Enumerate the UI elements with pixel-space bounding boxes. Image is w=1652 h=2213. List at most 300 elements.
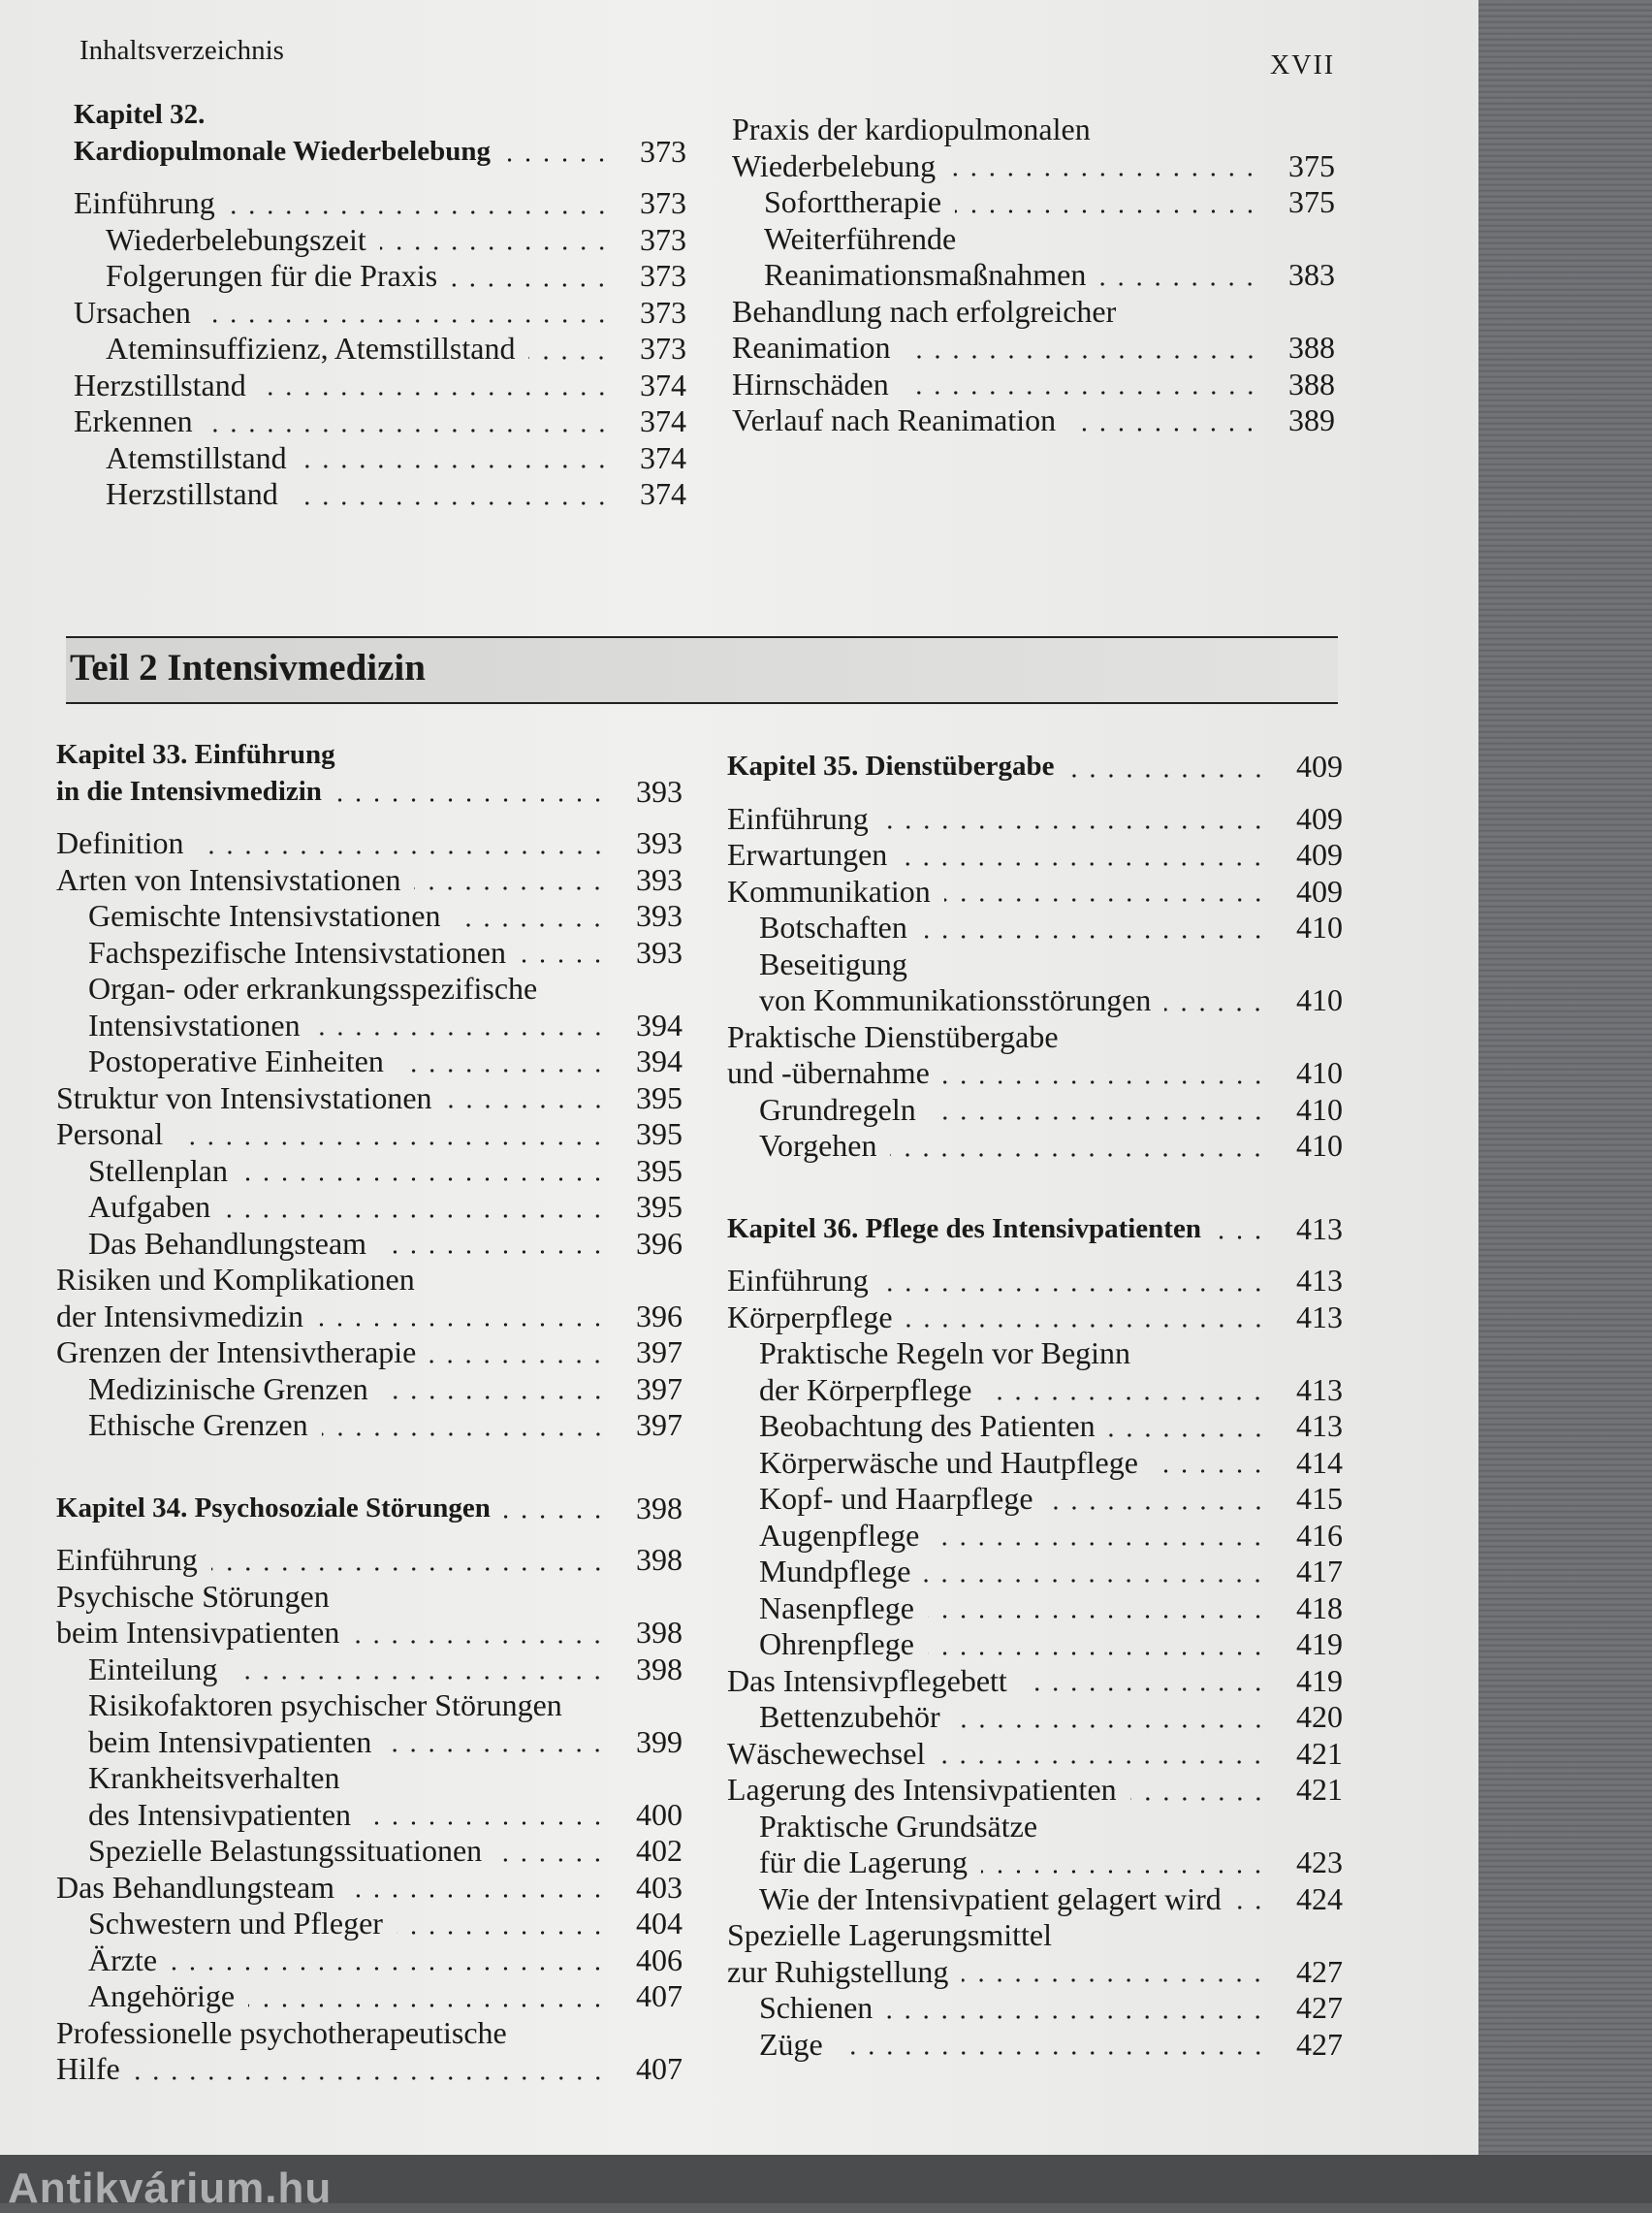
toc-page-number: 409 <box>1296 837 1343 872</box>
toc-entry-title: Einführung <box>727 800 869 836</box>
toc-entry <box>727 1299 1343 1336</box>
toc-entry-title: Züge <box>759 2026 823 2062</box>
toc-entry-title: Einführung <box>74 185 215 220</box>
toc-entry-title: Einteilung <box>88 1651 218 1686</box>
toc-entry-title: Stellenplan <box>88 1152 228 1188</box>
toc-page-number: 421 <box>1296 1735 1343 1771</box>
toc-page-number: 420 <box>1296 1699 1343 1734</box>
toc-entry-title: Intensivstationen <box>88 1007 301 1042</box>
toc-entry <box>56 971 683 1043</box>
leader-dots <box>1099 282 1259 286</box>
toc-page-number: 399 <box>636 1723 683 1759</box>
leader-dots <box>1068 774 1267 778</box>
toc-page-number: 397 <box>636 1407 683 1442</box>
toc-page-number: 373 <box>640 185 686 220</box>
leader-dots <box>1069 428 1259 432</box>
toc-entry-title: Praktische Dienstübergabe <box>727 1018 1059 1054</box>
toc-entry <box>74 258 686 295</box>
toc-entry-title: Grundregeln <box>759 1091 916 1127</box>
leader-dots <box>380 246 611 250</box>
leader-dots <box>520 959 607 963</box>
toc-entry-title: Herzstillstand <box>74 367 246 402</box>
toc-entry-title: Augenpflege <box>759 1517 920 1553</box>
leader-dots <box>901 862 1267 866</box>
leader-dots <box>397 1931 607 1935</box>
toc-entry-title: für die Lagerung <box>759 1844 969 1879</box>
toc-entry-title: Ethische Grenzen <box>88 1407 308 1442</box>
toc-entry <box>727 874 1343 911</box>
running-header: Inhaltsverzeichnis <box>79 35 284 66</box>
toc-page-number: 396 <box>636 1225 683 1261</box>
toc-entry-title: Kopf- und Haarpflege <box>759 1481 1033 1516</box>
toc-entry-title: Fachspezifische Intensivstationen <box>88 934 506 970</box>
toc-entry-title: Postoperative Einheiten <box>88 1043 384 1078</box>
toc-entry <box>74 185 686 222</box>
toc-entry <box>56 1043 683 1080</box>
toc-entry <box>732 221 1335 294</box>
leader-dots <box>930 1116 1267 1120</box>
toc-entry <box>74 476 686 513</box>
toc-entry-title: Atemstillstand <box>106 439 287 475</box>
toc-page-number: 397 <box>636 1370 683 1406</box>
toc-entry <box>56 1542 683 1579</box>
toc-entry <box>727 1881 1343 1918</box>
toc-entry-title: Einführung <box>727 1263 869 1298</box>
toc-entry-title: Erkennen <box>74 403 193 438</box>
leader-dots <box>943 1080 1267 1084</box>
toc-entry <box>727 801 1343 838</box>
leader-dots <box>301 465 611 468</box>
leader-dots <box>504 1515 607 1519</box>
toc-page-number: 427 <box>1296 1990 1343 2025</box>
leader-dots <box>229 210 611 214</box>
toc-page-number: 406 <box>636 1941 683 1977</box>
leader-dots <box>382 1395 607 1399</box>
toc-entry-title: Reanimationsmaßnahmen <box>764 257 1087 292</box>
toc-entry <box>56 898 683 935</box>
toc-page-number: 393 <box>636 898 683 933</box>
watermark-text: Antikvárium.hu <box>8 2165 333 2212</box>
toc-chapter-heading <box>727 1211 1343 1248</box>
toc-entry-title: Lagerung des Intensivpatienten <box>727 1772 1117 1807</box>
toc-page-number: 427 <box>1296 2026 1343 2062</box>
toc-entry <box>727 1809 1343 1881</box>
toc-entry-title: Personal <box>56 1116 164 1151</box>
toc-entry <box>56 1906 683 1942</box>
toc-column-top-left <box>74 97 686 513</box>
leader-dots <box>171 1967 607 1971</box>
toc-page-number: 413 <box>1296 1299 1343 1334</box>
leader-dots <box>981 1870 1267 1874</box>
leader-dots <box>944 898 1267 902</box>
toc-page-number: 383 <box>1288 257 1335 292</box>
toc-entry <box>727 910 1343 946</box>
toc-entry-title: Schwestern und Pfleger <box>88 1906 383 1940</box>
toc-entry <box>56 1870 683 1907</box>
toc-entry-title: Folgerungen für die Praxis <box>106 258 438 293</box>
toc-page-number: 375 <box>1288 147 1335 183</box>
toc-entry-title: Ärzte <box>88 1941 158 1977</box>
toc-chapter-heading <box>74 97 686 170</box>
leader-dots <box>176 1141 607 1145</box>
leader-dots <box>380 1250 607 1254</box>
toc-entry-title: Das Behandlungsteam <box>88 1225 367 1261</box>
toc-page-number: 413 <box>1296 1210 1343 1246</box>
toc-entry-title: Struktur von Intensivstationen <box>56 1079 432 1115</box>
leader-dots <box>198 850 607 854</box>
toc-entry <box>727 1092 1343 1129</box>
toc-entry-title: Psychische Störungen <box>56 1578 330 1614</box>
toc-entry-title: Definition <box>56 825 184 860</box>
leader-dots <box>353 1640 607 1644</box>
toc-entry <box>727 1772 1343 1809</box>
leader-dots <box>134 2076 607 2080</box>
toc-entry-title: Praktische Regeln vor Beginn <box>759 1335 1131 1370</box>
toc-entry-title: Kardiopulmonale Wiederbelebung <box>74 135 491 167</box>
toc-entry-title: Weiterführende <box>764 220 957 256</box>
toc-entry-title: Einführung <box>56 1542 198 1577</box>
toc-entry-title: der Körperpflege <box>759 1371 972 1407</box>
toc-page-number: 397 <box>636 1334 683 1369</box>
toc-page-number: 400 <box>636 1796 683 1832</box>
toc-entry <box>56 1262 683 1334</box>
toc-page-number: 413 <box>1296 1263 1343 1298</box>
page-number: XVII <box>1270 50 1336 80</box>
leader-dots <box>1235 1906 1267 1909</box>
toc-entry-title: beim Intensivpatienten <box>56 1615 340 1650</box>
leader-dots <box>205 319 611 323</box>
toc-entry <box>56 1687 683 1760</box>
leader-dots <box>454 923 607 927</box>
leader-dots <box>882 825 1267 829</box>
leader-dots <box>985 1396 1267 1400</box>
toc-entry-title: Wiederbelebung <box>732 147 937 183</box>
toc-page-number: 375 <box>1288 184 1335 219</box>
toc-page-number: 388 <box>1288 366 1335 401</box>
toc-entry-title: Soforttherapie <box>764 184 942 219</box>
toc-page-number: 403 <box>636 1869 683 1905</box>
toc-page-number: 388 <box>1288 330 1335 365</box>
toc-page-number: 395 <box>636 1152 683 1188</box>
toc-page-number: 398 <box>636 1615 683 1650</box>
toc-entry <box>56 1226 683 1263</box>
toc-entry <box>727 1917 1343 1990</box>
toc-page-number: 374 <box>640 476 686 511</box>
leader-dots <box>1130 1797 1267 1801</box>
toc-entry-title: Medizinische Grenzen <box>88 1370 368 1406</box>
toc-column-bottom-right <box>727 737 1343 2063</box>
toc-page-number: 404 <box>636 1906 683 1940</box>
toc-entry-title: Erwartungen <box>727 837 888 872</box>
toc-entry-title: Aufgaben <box>88 1189 211 1224</box>
leader-dots <box>949 173 1259 176</box>
toc-entry-title: Krankheitsverhalten <box>88 1760 340 1795</box>
leader-dots <box>414 886 607 890</box>
toc-page-number: 389 <box>1288 402 1335 437</box>
toc-entry-title: des Intensivpatienten <box>88 1796 352 1832</box>
toc-entry-title: zur Ruhigstellung <box>727 1953 949 1989</box>
toc-entry-title: Vorgehen <box>759 1128 877 1163</box>
toc-page-number: 395 <box>636 1079 683 1115</box>
toc-page-number: 393 <box>636 934 683 970</box>
toc-page-number: 413 <box>1296 1408 1343 1443</box>
leader-dots <box>385 1748 607 1752</box>
toc-page-number: 374 <box>640 367 686 402</box>
leader-dots <box>504 158 611 162</box>
toc-entry-title: Körperwäsche und Hautpflege <box>759 1444 1138 1480</box>
toc-page-number: 410 <box>1296 982 1343 1017</box>
toc-entry-title: beim Intensivpatienten <box>88 1723 372 1759</box>
leader-dots <box>1047 1506 1267 1510</box>
toc-entry <box>732 367 1335 403</box>
toc-entry-title: und -übernahme <box>727 1055 930 1090</box>
leader-dots <box>322 1432 607 1436</box>
leader-dots <box>921 935 1267 939</box>
toc-entry <box>727 1736 1343 1773</box>
toc-entry <box>56 1371 683 1408</box>
toc-page-number: 374 <box>640 403 686 438</box>
toc-entry <box>74 403 686 440</box>
toc-entry-title: Botschaften <box>759 910 907 945</box>
toc-entry-title: Herzstillstand <box>106 476 278 511</box>
toc-page-number: 424 <box>1296 1880 1343 1916</box>
toc-entry <box>732 112 1335 184</box>
toc-entry <box>56 1942 683 1979</box>
toc-entry-title: Risiken und Komplikationen <box>56 1262 415 1297</box>
toc-entry <box>74 331 686 368</box>
leader-dots <box>933 1542 1267 1546</box>
toc-page-number: 398 <box>636 1651 683 1686</box>
leader-dots <box>890 1153 1267 1157</box>
toc-entry-title: Behandlung nach erfolgreicher <box>732 293 1117 329</box>
leader-dots <box>248 2004 607 2007</box>
toc-entry-title: Grenzen der Intensivtherapie <box>56 1334 417 1369</box>
toc-entry-title: Spezielle Belastungssituationen <box>88 1833 483 1868</box>
toc-entry <box>727 946 1343 1019</box>
toc-entry <box>727 1626 1343 1663</box>
toc-entry <box>56 1080 683 1117</box>
toc-page-number: 398 <box>636 1542 683 1577</box>
toc-entry <box>727 1019 1343 1092</box>
toc-page-number: 393 <box>636 861 683 897</box>
toc-column-top-right <box>732 112 1335 439</box>
toc-page-number: 373 <box>640 294 686 330</box>
toc-entry-title: Körperpflege <box>727 1299 893 1334</box>
leader-dots <box>211 1567 607 1571</box>
leader-dots <box>1164 1008 1267 1011</box>
toc-page-number: 409 <box>1296 749 1343 784</box>
toc-page-number: 407 <box>636 1978 683 2013</box>
toc-page-number: 413 <box>1296 1371 1343 1407</box>
toc-page-number: 409 <box>1296 800 1343 836</box>
leader-dots <box>962 1978 1267 1982</box>
leader-dots <box>317 1323 607 1327</box>
toc-entry-title: Spezielle Lagerungsmittel <box>727 1917 1052 1952</box>
toc-entry-title: Reanimation <box>732 330 891 365</box>
toc-page-number: 423 <box>1296 1844 1343 1879</box>
leader-dots <box>206 429 611 433</box>
toc-page-number: 394 <box>636 1043 683 1078</box>
leader-dots <box>348 1894 607 1898</box>
leader-dots <box>335 798 607 802</box>
leader-dots <box>938 1760 1267 1764</box>
toc-page-number: 395 <box>636 1116 683 1151</box>
toc-entry <box>56 825 683 862</box>
leader-dots <box>292 501 611 505</box>
toc-entry-title: Organ- oder erkrankungsspezifische <box>88 971 538 1006</box>
toc-page-number: 410 <box>1296 1128 1343 1163</box>
toc-entry <box>56 1652 683 1688</box>
toc-page-number: 419 <box>1296 1662 1343 1698</box>
toc-entry-title: Ateminsuffizienz, Atemstillstand <box>106 331 516 366</box>
toc-entry-title: Arten von Intensivstationen <box>56 861 401 897</box>
toc-entry <box>56 862 683 899</box>
toc-entry <box>727 1128 1343 1165</box>
toc-page-number: 409 <box>1296 873 1343 909</box>
toc-entry-title: der Intensivmedizin <box>56 1298 304 1333</box>
leader-dots <box>1021 1687 1267 1691</box>
toc-page-number: 393 <box>636 825 683 860</box>
toc-entry-title: Kommunikation <box>727 873 931 909</box>
toc-page-number: 414 <box>1296 1444 1343 1480</box>
toc-entry <box>727 1663 1343 1700</box>
toc-entry-title: Wie der Intensivpatient gelagert wird <box>759 1880 1222 1916</box>
leader-dots <box>397 1069 607 1073</box>
toc-entry-title: Kapitel 36. Pflege des Intensivpatienten <box>727 1212 1201 1244</box>
toc-entry-title: Das Intensivpflegebett <box>727 1662 1007 1698</box>
toc-entry-title: Mundpflege <box>759 1554 911 1588</box>
leader-dots <box>260 392 611 396</box>
leader-dots <box>1215 1235 1267 1239</box>
adjacent-pages-edge <box>1478 0 1652 2203</box>
toc-chapter-heading <box>56 737 683 810</box>
leader-dots <box>528 356 611 360</box>
toc-entry <box>727 1263 1343 1299</box>
leader-dots <box>314 1032 607 1036</box>
toc-page-number: 417 <box>1296 1554 1343 1588</box>
toc-entry <box>727 1481 1343 1518</box>
toc-entry-title: Kapitel 33. Einführung <box>56 739 335 770</box>
toc-entry <box>727 837 1343 874</box>
toc-entry <box>74 222 686 259</box>
toc-entry-title: Hirnschäden <box>732 366 889 401</box>
toc-entry <box>727 1445 1343 1482</box>
toc-entry <box>727 1990 1343 2027</box>
leader-dots <box>924 1579 1267 1583</box>
toc-page-number: 394 <box>636 1007 683 1042</box>
leader-dots <box>928 1615 1267 1619</box>
toc-entry <box>732 294 1335 367</box>
toc-entry <box>727 1699 1343 1736</box>
toc-entry-title: Praxis der kardiopulmonalen <box>732 112 1091 146</box>
toc-entry-title: Praktische Grundsätze <box>759 1808 1038 1844</box>
leader-dots <box>954 1724 1267 1728</box>
toc-entry-title: Angehörige <box>88 1978 236 2013</box>
toc-entry <box>56 1760 683 1833</box>
leader-dots <box>224 1214 607 1218</box>
leader-dots <box>1109 1433 1267 1437</box>
toc-page-number: 410 <box>1296 1055 1343 1090</box>
toc-entry-title: Ursachen <box>74 294 191 330</box>
toc-entry-title: Das Behandlungsteam <box>56 1869 335 1905</box>
toc-entry <box>727 1408 1343 1445</box>
toc-entry <box>56 935 683 972</box>
leader-dots <box>928 1652 1267 1655</box>
toc-page-number: 421 <box>1296 1772 1343 1807</box>
toc-page-number: 415 <box>1296 1481 1343 1516</box>
toc-page-number: 418 <box>1296 1589 1343 1625</box>
toc-entry-title: in die Intensivmedizin <box>56 775 322 807</box>
toc-entry <box>56 1579 683 1652</box>
toc-entry-title: Schienen <box>759 1990 874 2025</box>
toc-page-number: 398 <box>636 1490 683 1525</box>
toc-entry-title: Professionelle psychotherapeutische <box>56 2014 507 2050</box>
toc-entry <box>56 1189 683 1226</box>
toc-column-bottom-left <box>56 737 683 2088</box>
part-heading: Teil 2 Intensivmedizin <box>70 647 426 689</box>
leader-dots <box>955 209 1259 213</box>
toc-page-number: 419 <box>1296 1626 1343 1661</box>
toc-page-number: 410 <box>1296 1091 1343 1127</box>
toc-entry-title: Kapitel 34. Psychosoziale Störungen <box>56 1491 491 1523</box>
toc-page-number: 396 <box>636 1298 683 1333</box>
toc-entry-title: Kapitel 32. <box>74 99 206 130</box>
toc-entry <box>74 368 686 404</box>
toc-entry-title: Beobachtung des Patienten <box>759 1408 1096 1443</box>
toc-entry <box>56 2015 683 2088</box>
toc-entry-title: Wiederbelebungszeit <box>106 221 366 257</box>
leader-dots <box>837 2051 1267 2055</box>
toc-page-number: 427 <box>1296 1953 1343 1989</box>
toc-chapter-heading <box>727 749 1343 786</box>
toc-entry-title: von Kommunikationsstörungen <box>759 982 1152 1017</box>
toc-page-number: 393 <box>636 773 683 809</box>
leader-dots <box>903 391 1259 395</box>
toc-entry <box>727 1335 1343 1408</box>
toc-page-number: 416 <box>1296 1517 1343 1553</box>
toc-entry <box>732 402 1335 439</box>
toc-page-number: 373 <box>640 221 686 257</box>
toc-entry <box>727 1518 1343 1555</box>
leader-dots <box>882 1288 1267 1292</box>
toc-entry <box>727 2027 1343 2064</box>
toc-entry <box>74 440 686 477</box>
toc-entry-title: Beseitigung <box>759 946 907 981</box>
toc-chapter-heading <box>56 1491 683 1527</box>
toc-page-number: 373 <box>640 133 686 169</box>
leader-dots <box>451 283 611 287</box>
toc-entry <box>727 1590 1343 1627</box>
leader-dots <box>1152 1469 1267 1473</box>
toc-entry-title: Hilfe <box>56 2051 120 2086</box>
toc-page-number: 407 <box>636 2051 683 2086</box>
toc-page-number: 373 <box>640 331 686 366</box>
toc-page-number: 395 <box>636 1189 683 1224</box>
toc-entry <box>56 1116 683 1153</box>
toc-entry-title: Risikofaktoren psychischer Störungen <box>88 1687 562 1722</box>
toc-page-number: 373 <box>640 258 686 293</box>
leader-dots <box>495 1858 607 1862</box>
toc-entry <box>727 1554 1343 1590</box>
leader-dots <box>905 355 1259 359</box>
toc-page-number: 374 <box>640 439 686 475</box>
leader-dots <box>429 1360 607 1363</box>
toc-entry <box>56 1407 683 1444</box>
toc-entry <box>56 1153 683 1190</box>
leader-dots <box>365 1821 607 1825</box>
leader-dots <box>446 1105 607 1108</box>
toc-entry <box>56 1833 683 1870</box>
